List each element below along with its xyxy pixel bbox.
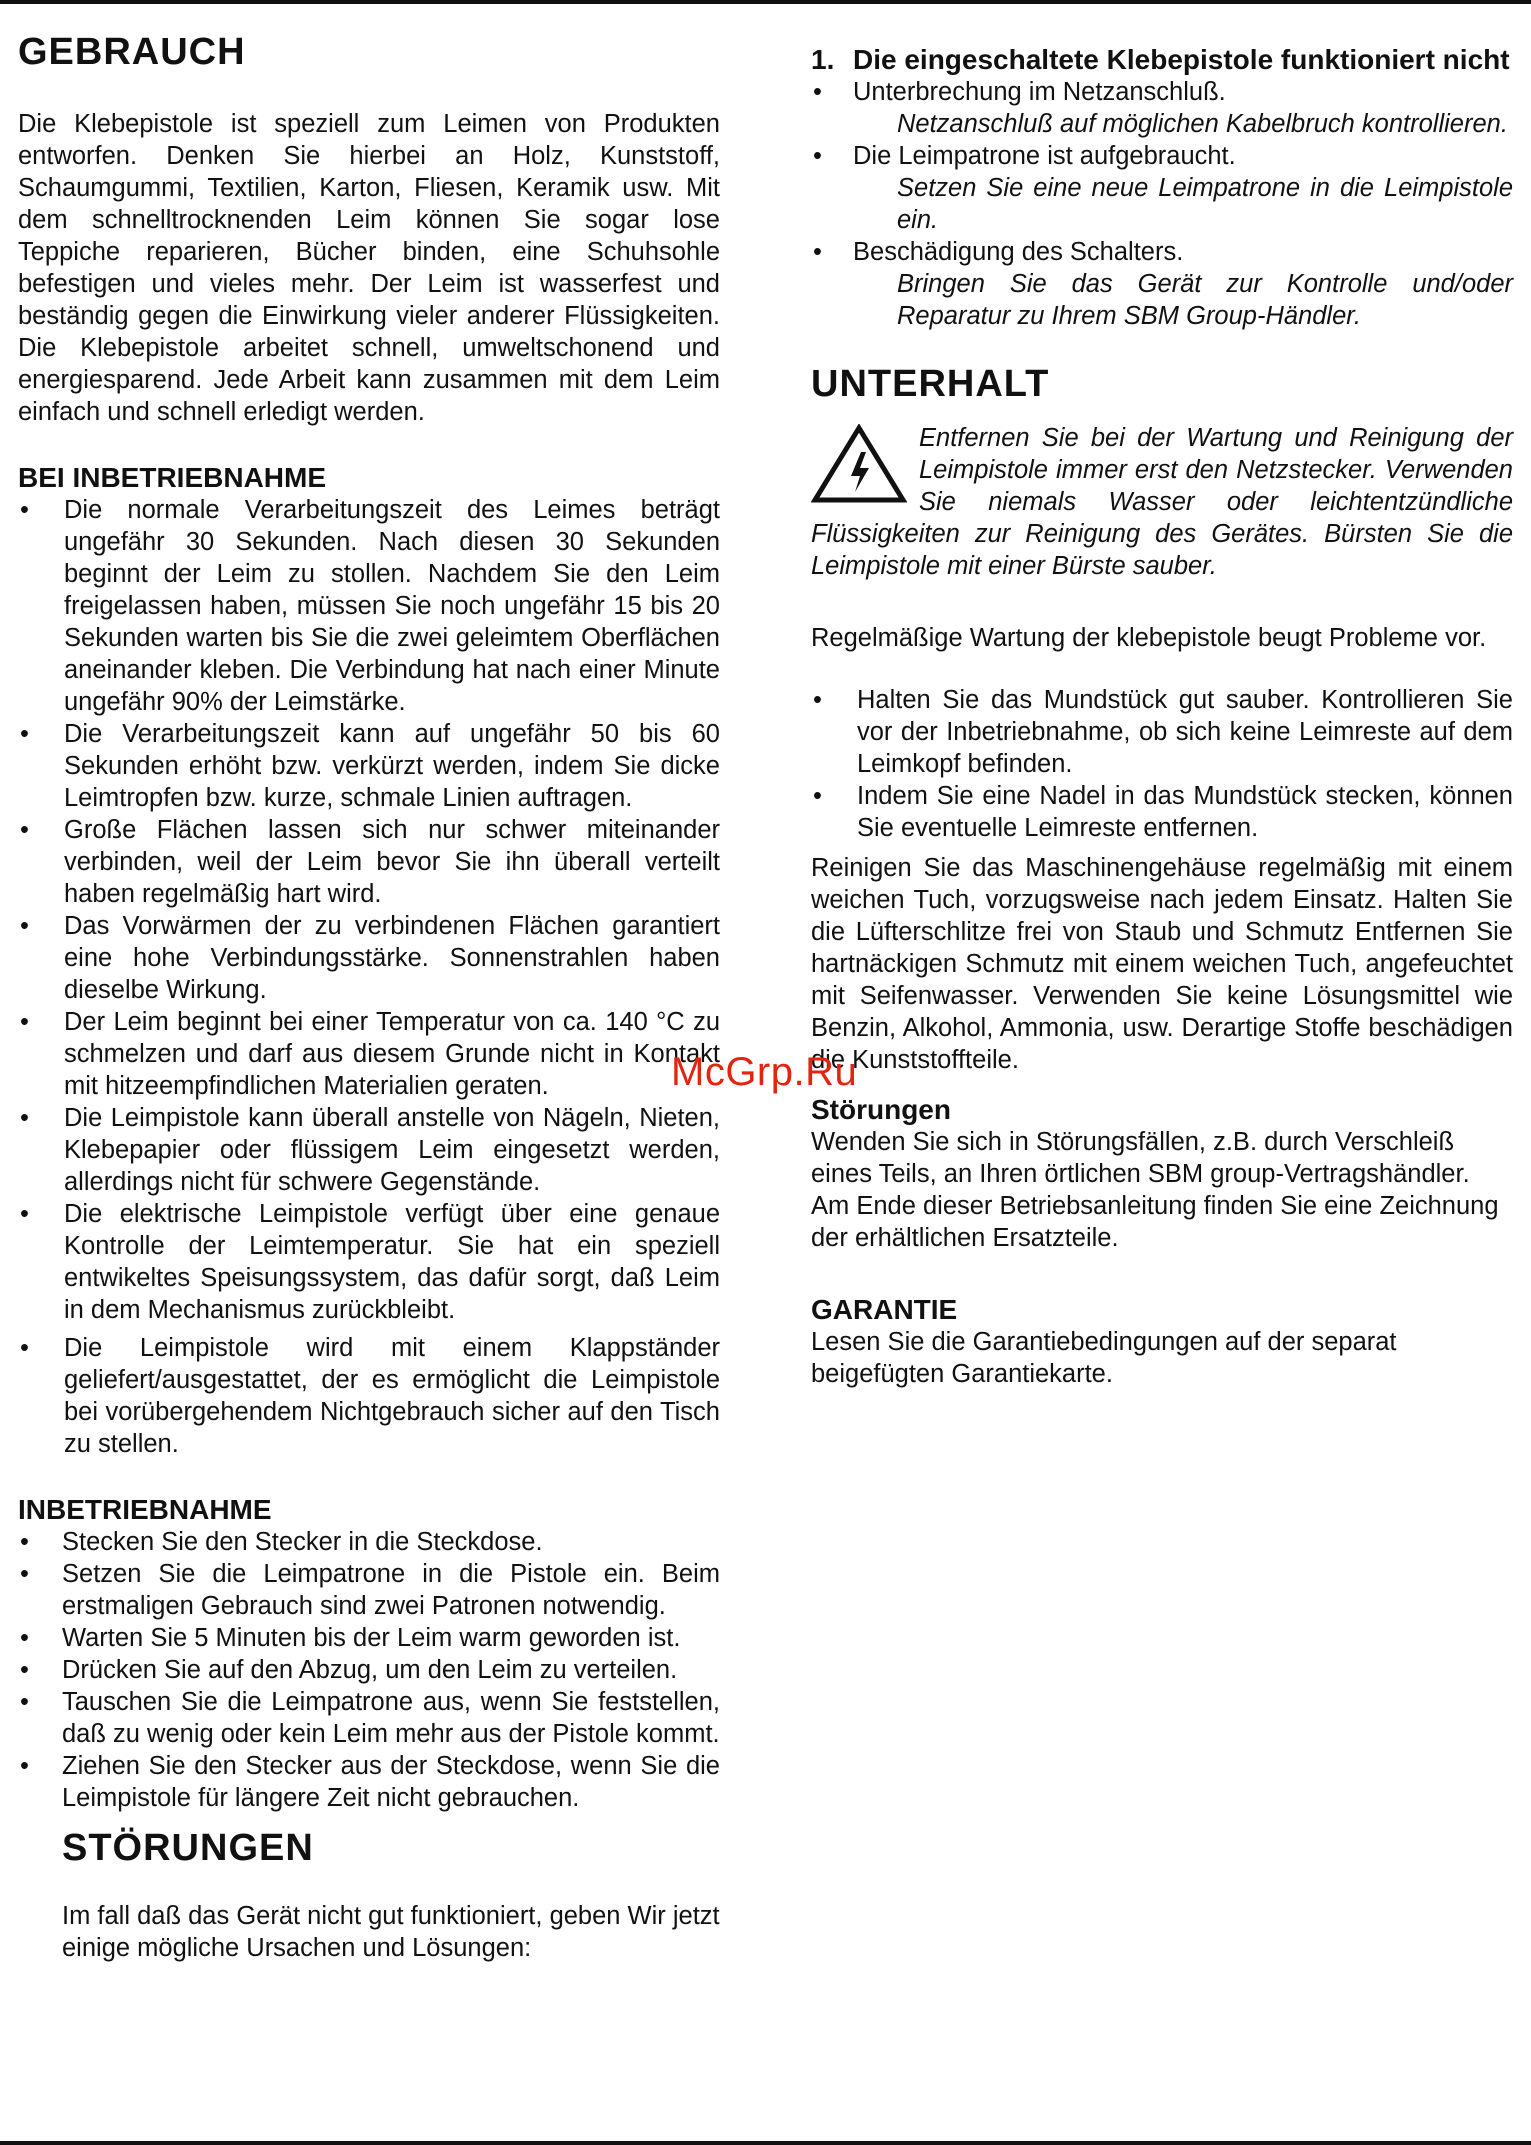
list-item bbox=[811, 76, 1513, 140]
top-rule bbox=[0, 0, 1531, 4]
left-column bbox=[18, 22, 720, 1964]
garantie-paragraph: Lesen Sie die Garantiebedingungen auf der separat beigefügten Garantiekarte. bbox=[811, 1328, 1397, 1388]
trouble-title: Die eingeschaltete Klebepistole funktioniert nicht bbox=[853, 44, 1510, 75]
list-item: • Die normale Verarbeitungszeit des Leimes beträgt ungefähr 30 Sekunden. Nach diesen 30 Sekunden beginnt der Leim zu stollen. Nachdem Sie den Leim freigelassen haben, müssen Sie noch ungefähr 15 bis 20 Sekunden warten bis Sie die zwei geleimtem Oberflächen aneinander kleben. Die Verbindung hat nach einer Minute ungefähr 90% der Leimstärke. bbox=[18, 494, 720, 718]
trouble-cause: Unterbrechung im Netzanschluß. bbox=[853, 78, 1226, 106]
list-item: • Die Leimpistole wird mit einem Klappständer geliefert/ausgestattet, der es ermöglicht die Leimpistole bei vorübergehendem Nichtgebrauch sicher auf den Tisch zu stellen. bbox=[18, 1332, 720, 1460]
reinigen-paragraph: Reinigen Sie das Maschinengehäuse regelmäßig mit einem weichen Tuch, vorzugsweise nach jedem Einsatz. Halten Sie die Lüfterschlitze frei von Staub und Schmutz Entfernen Sie hartnäckigen Schmutz mit einem weichen Tuch, angefeuchtet mit Seifenwasser. Verwenden Sie keine Lösungsmittel wie Benzin, Alkohol, Ammonia, usw. Derartige Stoffe beschädigen die Kunststoffteile. bbox=[811, 854, 1513, 1074]
trouble-number: 1. bbox=[811, 44, 835, 75]
trouble-list bbox=[811, 76, 1513, 332]
wartung-paragraph: Regelmäßige Wartung der klebepistole beugt Probleme vor. bbox=[811, 624, 1487, 652]
stoerungen-paragraph: Im fall daß das Gerät nicht gut funktioniert, geben Wir jetzt einige mögliche Ursachen und Lösungen: bbox=[62, 1902, 720, 1962]
inbetriebnahme-list bbox=[18, 1526, 720, 1814]
section-title-stoerungen: STÖRUNGEN bbox=[62, 1827, 314, 1869]
right-column bbox=[811, 44, 1513, 1390]
section-title-garantie: GARANTIE bbox=[811, 1294, 958, 1325]
trouble-heading bbox=[811, 44, 1513, 76]
section-title-bei-inbetriebnahme: BEI INBETRIEBNAHME bbox=[18, 462, 327, 493]
warning-paragraph: Entfernen Sie bei der Wartung und Reinigung der Leimpistole immer erst den Netzstecker. Verwenden Sie niemals Wasser oder leichtentzündliche Flüssigkeiten zur Reinigung des Gerätes. Bürsten Sie die Leimpistole mit einer Bürste sauber. bbox=[811, 424, 1513, 580]
bottom-rule bbox=[0, 2141, 1531, 2145]
list-item bbox=[811, 140, 1513, 236]
list-item: • Warten Sie 5 Minuten bis der Leim warm geworden ist. bbox=[18, 1622, 720, 1654]
bei-inbetriebnahme-list bbox=[18, 494, 720, 1460]
trouble-fix: Netzanschluß auf möglichen Kabelbruch kontrollieren. bbox=[897, 110, 1508, 138]
section-title-gebrauch: GEBRAUCH bbox=[18, 31, 246, 73]
trouble-fix: Setzen Sie eine neue Leimpatrone in die Leimpistole ein. bbox=[897, 174, 1513, 234]
trouble-fix: Bringen Sie das Gerät zur Kontrolle und/oder Reparatur zu Ihrem SBM Group-Händler. bbox=[897, 270, 1513, 330]
list-item: • Stecken Sie den Stecker in die Steckdose. bbox=[18, 1526, 720, 1558]
list-item: • Die elektrische Leimpistole verfügt über eine genaue Kontrolle der Leimtemperatur. Sie hat ein speziell entwikeltes Speisungssystem, das dafür sorgt, daß Leim in dem Mechanismus zurückbleibt. bbox=[18, 1198, 720, 1326]
section-title-unterhalt: UNTERHALT bbox=[811, 363, 1050, 405]
list-item: • Halten Sie das Mundstück gut sauber. Kontrollieren Sie vor der Inbetriebnahme, ob sich keine Leimreste auf dem Leimkopf befinden. bbox=[811, 684, 1513, 780]
list-item: • Große Flächen lassen sich nur schwer miteinander verbinden, weil der Leim bevor Sie ihn überall verteilt haben regelmäßig hart wird. bbox=[18, 814, 720, 910]
list-item: • Setzen Sie die Leimpatrone in die Pistole ein. Beim erstmaligen Gebrauch sind zwei Patronen notwendig. bbox=[18, 1558, 720, 1622]
section-title-inbetriebnahme: INBETRIEBNAHME bbox=[18, 1494, 272, 1525]
list-item: • Drücken Sie auf den Abzug, um den Leim zu verteilen. bbox=[18, 1654, 720, 1686]
list-item bbox=[811, 236, 1513, 332]
subsection-title-stoerungen: Störungen bbox=[811, 1094, 951, 1125]
list-item: • Der Leim beginnt bei einer Temperatur von ca. 140 °C zu schmelzen und darf aus diesem Grunde nicht in Kontakt mit hitzeempfindlichen Materialien geraten. bbox=[18, 1006, 720, 1102]
list-item: • Ziehen Sie den Stecker aus der Steckdose, wenn Sie die Leimpistole für längere Zeit nicht gebrauchen. bbox=[18, 1750, 720, 1814]
trouble-cause: Die Leimpatrone ist aufgebraucht. bbox=[853, 142, 1236, 170]
trouble-cause: Beschädigung des Schalters. bbox=[853, 238, 1184, 266]
list-item: • Die Leimpistole kann überall anstelle von Nägeln, Nieten, Klebepapier oder flüssigem Leim eingesetzt werden, allerdings nicht für schwere Gegenstände. bbox=[18, 1102, 720, 1198]
list-item: • Das Vorwärmen der zu verbindenen Flächen garantiert eine hohe Verbindungsstärke. Sonnenstrahlen haben dieselbe Wirkung. bbox=[18, 910, 720, 1006]
warning-block bbox=[811, 422, 1513, 582]
wartung-list bbox=[811, 684, 1513, 844]
list-item: • Tauschen Sie die Leimpatrone aus, wenn Sie feststellen, daß zu wenig oder kein Leim mehr aus der Pistole kommt. bbox=[18, 1686, 720, 1750]
list-item: • Indem Sie eine Nadel in das Mundstück stecken, können Sie eventuelle Leimreste entfernen. bbox=[811, 780, 1513, 844]
electric-hazard-warning-icon bbox=[811, 424, 907, 504]
gebrauch-paragraph: Die Klebepistole ist speziell zum Leimen von Produkten entworfen. Denken Sie hierbei an Holz, Kunststoff, Schaumgummi, Textilien, Karton, Fliesen, Keramik usw. Mit dem schnelltrocknenden Leim können Sie sogar lose Teppiche reparieren, Bücher binden, eine Schuhsohle befestigen und vieles mehr. Der Leim ist wasserfest und beständig gegen die Einwirkung vieler anderer Flüssigkeiten. Die Klebepistole arbeitet schnell, umweltschonend und energiesparend. Jede Arbeit kann zusammen mit dem Leim einfach und schnell erledigt werden. bbox=[18, 110, 720, 426]
list-item: • Die Verarbeitungszeit kann auf ungefähr 50 bis 60 Sekunden erhöht bzw. verkürzt werden, indem Sie dicke Leimtropfen bzw. kurze, schmale Linien auftragen. bbox=[18, 718, 720, 814]
stoerungen-sub-paragraph: Wenden Sie sich in Störungsfällen, z.B. durch Verschleiß eines Teils, an Ihren örtlichen SBM group-Vertragshändler. Am Ende dieser Betriebsanleitung finden Sie eine Zeichnung der erhältlichen Ersatzteile. bbox=[811, 1128, 1499, 1252]
watermark: McGrp.Ru bbox=[671, 1050, 858, 1094]
